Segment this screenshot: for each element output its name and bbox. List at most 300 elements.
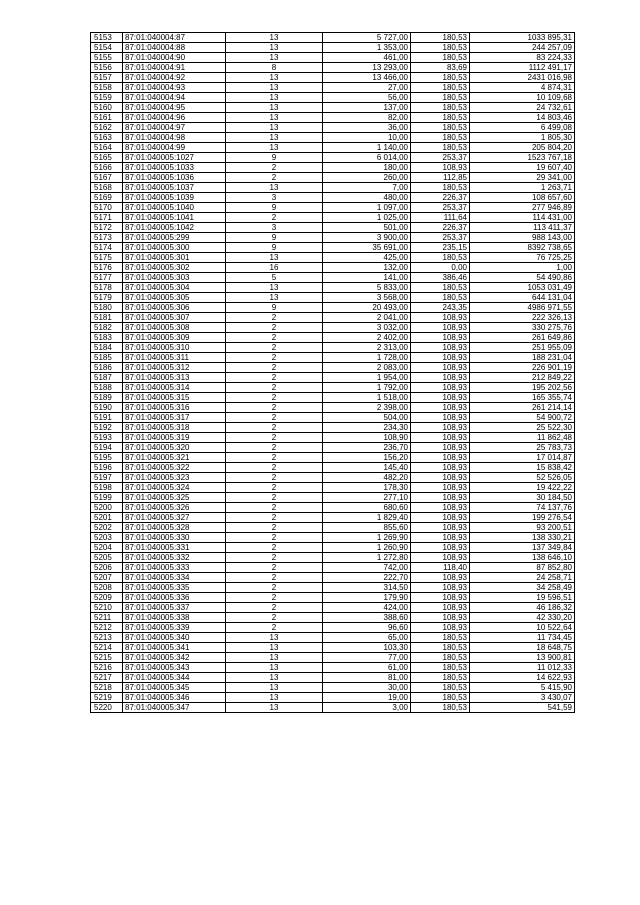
cadastral-value-cell: 3 430,07 bbox=[470, 693, 575, 703]
cadastral-number-cell: 87:01:040005:302 bbox=[123, 263, 226, 273]
cadastral-value-cell: 93 200,51 bbox=[470, 523, 575, 533]
area-cell: 1 272,80 bbox=[323, 553, 411, 563]
table-row bbox=[91, 123, 575, 133]
rate-cell: 180,53 bbox=[411, 253, 470, 263]
table-row bbox=[91, 533, 575, 543]
cadastral-number-cell: 87:01:040005:313 bbox=[123, 373, 226, 383]
table-row bbox=[91, 663, 575, 673]
rate-cell: 118,40 bbox=[411, 563, 470, 573]
table-row bbox=[91, 463, 575, 473]
cadastral-value-cell: 6 499,08 bbox=[470, 123, 575, 133]
category-code-cell: 13 bbox=[226, 683, 323, 693]
cadastral-number-cell: 87:01:040004:91 bbox=[123, 63, 226, 73]
cadastral-value-cell: 244 257,09 bbox=[470, 43, 575, 53]
area-cell: 61,00 bbox=[323, 663, 411, 673]
cadastral-number-cell: 87:01:040004:97 bbox=[123, 123, 226, 133]
row-number-cell: 5156 bbox=[91, 63, 123, 73]
table-row bbox=[91, 213, 575, 223]
category-code-cell: 2 bbox=[226, 363, 323, 373]
cadastral-value-cell: 541,59 bbox=[470, 703, 575, 713]
row-number-cell: 5198 bbox=[91, 483, 123, 493]
cadastral-number-cell: 87:01:040005:316 bbox=[123, 403, 226, 413]
category-code-cell: 2 bbox=[226, 533, 323, 543]
row-number-cell: 5210 bbox=[91, 603, 123, 613]
row-number-cell: 5160 bbox=[91, 103, 123, 113]
rate-cell: 108,93 bbox=[411, 613, 470, 623]
category-code-cell: 2 bbox=[226, 313, 323, 323]
category-code-cell: 16 bbox=[226, 263, 323, 273]
cadastral-value-cell: 11 734,45 bbox=[470, 633, 575, 643]
row-number-cell: 5194 bbox=[91, 443, 123, 453]
cadastral-value-cell: 54 490,86 bbox=[470, 273, 575, 283]
cadastral-number-cell: 87:01:040005:344 bbox=[123, 673, 226, 683]
category-code-cell: 2 bbox=[226, 483, 323, 493]
cadastral-number-cell: 87:01:040005:320 bbox=[123, 443, 226, 453]
area-cell: 1 728,00 bbox=[323, 353, 411, 363]
row-number-cell: 5164 bbox=[91, 143, 123, 153]
table-row bbox=[91, 183, 575, 193]
cadastral-number-cell: 87:01:040005:337 bbox=[123, 603, 226, 613]
area-cell: 501,00 bbox=[323, 223, 411, 233]
table-row bbox=[91, 543, 575, 553]
cadastral-number-cell: 87:01:040004:90 bbox=[123, 53, 226, 63]
area-cell: 3 032,00 bbox=[323, 323, 411, 333]
cadastral-number-cell: 87:01:040005:330 bbox=[123, 533, 226, 543]
area-cell: 108,90 bbox=[323, 433, 411, 443]
cadastral-value-cell: 1 805,30 bbox=[470, 133, 575, 143]
table-row bbox=[91, 173, 575, 183]
rate-cell: 180,53 bbox=[411, 33, 470, 43]
cadastral-number-cell: 87:01:040004:95 bbox=[123, 103, 226, 113]
table-row bbox=[91, 693, 575, 703]
row-number-cell: 5196 bbox=[91, 463, 123, 473]
area-cell: 13 293,00 bbox=[323, 63, 411, 73]
cadastral-number-cell: 87:01:040005:331 bbox=[123, 543, 226, 553]
cadastral-number-cell: 87:01:040005:304 bbox=[123, 283, 226, 293]
rate-cell: 108,93 bbox=[411, 473, 470, 483]
cadastral-value-cell: 138 646,10 bbox=[470, 553, 575, 563]
cadastral-number-cell: 87:01:040004:88 bbox=[123, 43, 226, 53]
area-cell: 27,00 bbox=[323, 83, 411, 93]
cadastral-value-cell: 34 258,49 bbox=[470, 583, 575, 593]
cadastral-value-cell: 13 900,81 bbox=[470, 653, 575, 663]
category-code-cell: 2 bbox=[226, 393, 323, 403]
category-code-cell: 13 bbox=[226, 663, 323, 673]
category-code-cell: 13 bbox=[226, 123, 323, 133]
rate-cell: 243,35 bbox=[411, 303, 470, 313]
category-code-cell: 9 bbox=[226, 203, 323, 213]
rate-cell: 180,53 bbox=[411, 653, 470, 663]
category-code-cell: 2 bbox=[226, 553, 323, 563]
rate-cell: 108,93 bbox=[411, 583, 470, 593]
cadastral-value-cell: 11 012,33 bbox=[470, 663, 575, 673]
cadastral-number-cell: 87:01:040005:1033 bbox=[123, 163, 226, 173]
category-code-cell: 9 bbox=[226, 243, 323, 253]
table-row bbox=[91, 443, 575, 453]
rate-cell: 108,93 bbox=[411, 493, 470, 503]
category-code-cell: 13 bbox=[226, 643, 323, 653]
category-code-cell: 2 bbox=[226, 603, 323, 613]
area-cell: 132,00 bbox=[323, 263, 411, 273]
cadastral-value-cell: 108 657,60 bbox=[470, 193, 575, 203]
table-row bbox=[91, 313, 575, 323]
table-row bbox=[91, 553, 575, 563]
row-number-cell: 5219 bbox=[91, 693, 123, 703]
cadastral-value-cell: 1523 767,18 bbox=[470, 153, 575, 163]
category-code-cell: 3 bbox=[226, 223, 323, 233]
rate-cell: 180,53 bbox=[411, 183, 470, 193]
area-cell: 1 025,00 bbox=[323, 213, 411, 223]
cadastral-number-cell: 87:01:040005:333 bbox=[123, 563, 226, 573]
cadastral-number-cell: 87:01:040005:328 bbox=[123, 523, 226, 533]
row-number-cell: 5211 bbox=[91, 613, 123, 623]
cadastral-value-cell: 14 622,93 bbox=[470, 673, 575, 683]
cadastral-value-table bbox=[90, 32, 575, 713]
rate-cell: 108,93 bbox=[411, 593, 470, 603]
area-cell: 1 097,00 bbox=[323, 203, 411, 213]
cadastral-number-cell: 87:01:040005:322 bbox=[123, 463, 226, 473]
rate-cell: 83,69 bbox=[411, 63, 470, 73]
rate-cell: 108,93 bbox=[411, 623, 470, 633]
cadastral-number-cell: 87:01:040005:340 bbox=[123, 633, 226, 643]
table-row bbox=[91, 473, 575, 483]
category-code-cell: 13 bbox=[226, 93, 323, 103]
cadastral-value-cell: 18 648,75 bbox=[470, 643, 575, 653]
category-code-cell: 3 bbox=[226, 193, 323, 203]
row-number-cell: 5167 bbox=[91, 173, 123, 183]
category-code-cell: 9 bbox=[226, 303, 323, 313]
rate-cell: 108,93 bbox=[411, 503, 470, 513]
cadastral-number-cell: 87:01:040004:96 bbox=[123, 113, 226, 123]
cadastral-number-cell: 87:01:040005:306 bbox=[123, 303, 226, 313]
table-row bbox=[91, 143, 575, 153]
cadastral-value-cell: 226 901,19 bbox=[470, 363, 575, 373]
area-cell: 461,00 bbox=[323, 53, 411, 63]
category-code-cell: 2 bbox=[226, 413, 323, 423]
table-row bbox=[91, 113, 575, 123]
table-row bbox=[91, 293, 575, 303]
category-code-cell: 2 bbox=[226, 443, 323, 453]
table-row bbox=[91, 273, 575, 283]
cadastral-number-cell: 87:01:040005:1040 bbox=[123, 203, 226, 213]
area-cell: 77,00 bbox=[323, 653, 411, 663]
cadastral-number-cell: 87:01:040005:323 bbox=[123, 473, 226, 483]
area-cell: 3 900,00 bbox=[323, 233, 411, 243]
table-row bbox=[91, 653, 575, 663]
rate-cell: 226,37 bbox=[411, 223, 470, 233]
rate-cell: 111,64 bbox=[411, 213, 470, 223]
table-row bbox=[91, 153, 575, 163]
row-number-cell: 5153 bbox=[91, 33, 123, 43]
cadastral-number-cell: 87:01:040005:303 bbox=[123, 273, 226, 283]
rate-cell: 253,37 bbox=[411, 153, 470, 163]
cadastral-number-cell: 87:01:040005:314 bbox=[123, 383, 226, 393]
category-code-cell: 2 bbox=[226, 493, 323, 503]
row-number-cell: 5199 bbox=[91, 493, 123, 503]
row-number-cell: 5154 bbox=[91, 43, 123, 53]
area-cell: 2 313,00 bbox=[323, 343, 411, 353]
category-code-cell: 13 bbox=[226, 103, 323, 113]
category-code-cell: 13 bbox=[226, 633, 323, 643]
cadastral-number-cell: 87:01:040005:1042 bbox=[123, 223, 226, 233]
area-cell: 137,00 bbox=[323, 103, 411, 113]
area-cell: 424,00 bbox=[323, 603, 411, 613]
row-number-cell: 5192 bbox=[91, 423, 123, 433]
table-row bbox=[91, 93, 575, 103]
cadastral-value-cell: 87 852,80 bbox=[470, 563, 575, 573]
table-row bbox=[91, 483, 575, 493]
rate-cell: 108,93 bbox=[411, 513, 470, 523]
area-cell: 480,00 bbox=[323, 193, 411, 203]
table-row bbox=[91, 383, 575, 393]
rate-cell: 180,53 bbox=[411, 643, 470, 653]
rate-cell: 108,93 bbox=[411, 523, 470, 533]
row-number-cell: 5195 bbox=[91, 453, 123, 463]
area-cell: 36,00 bbox=[323, 123, 411, 133]
cadastral-number-cell: 87:01:040005:307 bbox=[123, 313, 226, 323]
cadastral-value-cell: 24 732,61 bbox=[470, 103, 575, 113]
row-number-cell: 5176 bbox=[91, 263, 123, 273]
table-row bbox=[91, 43, 575, 53]
category-code-cell: 5 bbox=[226, 273, 323, 283]
cadastral-value-cell: 1033 895,31 bbox=[470, 33, 575, 43]
cadastral-number-cell: 87:01:040005:1036 bbox=[123, 173, 226, 183]
table-row bbox=[91, 193, 575, 203]
category-code-cell: 2 bbox=[226, 453, 323, 463]
table-row bbox=[91, 453, 575, 463]
area-cell: 1 954,00 bbox=[323, 373, 411, 383]
category-code-cell: 2 bbox=[226, 613, 323, 623]
rate-cell: 180,53 bbox=[411, 53, 470, 63]
area-cell: 742,00 bbox=[323, 563, 411, 573]
row-number-cell: 5172 bbox=[91, 223, 123, 233]
area-cell: 2 398,00 bbox=[323, 403, 411, 413]
category-code-cell: 13 bbox=[226, 653, 323, 663]
table-row bbox=[91, 423, 575, 433]
category-code-cell: 2 bbox=[226, 583, 323, 593]
rate-cell: 108,93 bbox=[411, 403, 470, 413]
table-row bbox=[91, 623, 575, 633]
table-row bbox=[91, 53, 575, 63]
cadastral-value-cell: 1053 031,49 bbox=[470, 283, 575, 293]
cadastral-number-cell: 87:01:040005:341 bbox=[123, 643, 226, 653]
row-number-cell: 5205 bbox=[91, 553, 123, 563]
area-cell: 10,00 bbox=[323, 133, 411, 143]
category-code-cell: 2 bbox=[226, 333, 323, 343]
row-number-cell: 5171 bbox=[91, 213, 123, 223]
cadastral-value-cell: 988 143,00 bbox=[470, 233, 575, 243]
cadastral-value-cell: 261 649,86 bbox=[470, 333, 575, 343]
cadastral-number-cell: 87:01:040005:347 bbox=[123, 703, 226, 713]
row-number-cell: 5184 bbox=[91, 343, 123, 353]
cadastral-value-cell: 11 862,48 bbox=[470, 433, 575, 443]
cadastral-value-cell: 1,00 bbox=[470, 263, 575, 273]
table-row bbox=[91, 263, 575, 273]
rate-cell: 180,53 bbox=[411, 113, 470, 123]
cadastral-number-cell: 87:01:040005:338 bbox=[123, 613, 226, 623]
category-code-cell: 2 bbox=[226, 463, 323, 473]
row-number-cell: 5215 bbox=[91, 653, 123, 663]
row-number-cell: 5161 bbox=[91, 113, 123, 123]
area-cell: 260,00 bbox=[323, 173, 411, 183]
rate-cell: 108,93 bbox=[411, 433, 470, 443]
cadastral-value-cell: 25 522,30 bbox=[470, 423, 575, 433]
table-row bbox=[91, 353, 575, 363]
area-cell: 236,70 bbox=[323, 443, 411, 453]
cadastral-value-cell: 138 330,21 bbox=[470, 533, 575, 543]
cadastral-value-cell: 5 415,90 bbox=[470, 683, 575, 693]
area-cell: 3,00 bbox=[323, 703, 411, 713]
row-number-cell: 5202 bbox=[91, 523, 123, 533]
area-cell: 20 493,00 bbox=[323, 303, 411, 313]
rate-cell: 386,46 bbox=[411, 273, 470, 283]
category-code-cell: 2 bbox=[226, 423, 323, 433]
cadastral-number-cell: 87:01:040005:308 bbox=[123, 323, 226, 333]
area-cell: 425,00 bbox=[323, 253, 411, 263]
cadastral-number-cell: 87:01:040005:1041 bbox=[123, 213, 226, 223]
rate-cell: 180,53 bbox=[411, 703, 470, 713]
cadastral-value-cell: 114 431,00 bbox=[470, 213, 575, 223]
rate-cell: 253,37 bbox=[411, 203, 470, 213]
cadastral-number-cell: 87:01:040004:94 bbox=[123, 93, 226, 103]
rate-cell: 108,93 bbox=[411, 543, 470, 553]
category-code-cell: 13 bbox=[226, 703, 323, 713]
cadastral-number-cell: 87:01:040005:319 bbox=[123, 433, 226, 443]
area-cell: 1 829,40 bbox=[323, 513, 411, 523]
row-number-cell: 5190 bbox=[91, 403, 123, 413]
table-row bbox=[91, 73, 575, 83]
cadastral-number-cell: 87:01:040005:315 bbox=[123, 393, 226, 403]
rate-cell: 180,53 bbox=[411, 123, 470, 133]
row-number-cell: 5185 bbox=[91, 353, 123, 363]
cadastral-value-cell: 10 109,68 bbox=[470, 93, 575, 103]
category-code-cell: 13 bbox=[226, 43, 323, 53]
area-cell: 30,00 bbox=[323, 683, 411, 693]
table-row bbox=[91, 633, 575, 643]
area-cell: 1 353,00 bbox=[323, 43, 411, 53]
category-code-cell: 13 bbox=[226, 283, 323, 293]
category-code-cell: 13 bbox=[226, 253, 323, 263]
table-row bbox=[91, 163, 575, 173]
cadastral-value-cell: 83 224,33 bbox=[470, 53, 575, 63]
category-code-cell: 2 bbox=[226, 353, 323, 363]
row-number-cell: 5182 bbox=[91, 323, 123, 333]
area-cell: 2 083,00 bbox=[323, 363, 411, 373]
category-code-cell: 9 bbox=[226, 153, 323, 163]
area-cell: 2 041,00 bbox=[323, 313, 411, 323]
row-number-cell: 5180 bbox=[91, 303, 123, 313]
row-number-cell: 5173 bbox=[91, 233, 123, 243]
table-row bbox=[91, 133, 575, 143]
area-cell: 56,00 bbox=[323, 93, 411, 103]
category-code-cell: 2 bbox=[226, 593, 323, 603]
category-code-cell: 2 bbox=[226, 433, 323, 443]
area-cell: 178,30 bbox=[323, 483, 411, 493]
cadastral-number-cell: 87:01:040005:312 bbox=[123, 363, 226, 373]
area-cell: 222,70 bbox=[323, 573, 411, 583]
row-number-cell: 5209 bbox=[91, 593, 123, 603]
row-number-cell: 5201 bbox=[91, 513, 123, 523]
category-code-cell: 2 bbox=[226, 473, 323, 483]
cadastral-value-cell: 137 349,84 bbox=[470, 543, 575, 553]
table-row bbox=[91, 333, 575, 343]
cadastral-value-cell: 4 874,31 bbox=[470, 83, 575, 93]
cadastral-number-cell: 87:01:040005:325 bbox=[123, 493, 226, 503]
area-cell: 141,00 bbox=[323, 273, 411, 283]
category-code-cell: 13 bbox=[226, 83, 323, 93]
cadastral-value-cell: 42 330,20 bbox=[470, 613, 575, 623]
area-cell: 1 269,90 bbox=[323, 533, 411, 543]
area-cell: 2 402,00 bbox=[323, 333, 411, 343]
cadastral-value-cell: 29 341,00 bbox=[470, 173, 575, 183]
cadastral-number-cell: 87:01:040005:326 bbox=[123, 503, 226, 513]
area-cell: 1 140,00 bbox=[323, 143, 411, 153]
area-cell: 19,00 bbox=[323, 693, 411, 703]
row-number-cell: 5216 bbox=[91, 663, 123, 673]
rate-cell: 180,53 bbox=[411, 143, 470, 153]
area-cell: 96,60 bbox=[323, 623, 411, 633]
table-row bbox=[91, 363, 575, 373]
category-code-cell: 13 bbox=[226, 693, 323, 703]
cadastral-number-cell: 87:01:040004:98 bbox=[123, 133, 226, 143]
rate-cell: 108,93 bbox=[411, 453, 470, 463]
cadastral-value-cell: 25 783,73 bbox=[470, 443, 575, 453]
cadastral-value-cell: 76 725,25 bbox=[470, 253, 575, 263]
cadastral-value-cell: 277 946,89 bbox=[470, 203, 575, 213]
area-cell: 855,60 bbox=[323, 523, 411, 533]
cadastral-number-cell: 87:01:040005:305 bbox=[123, 293, 226, 303]
area-cell: 13 466,00 bbox=[323, 73, 411, 83]
cadastral-value-cell: 30 184,50 bbox=[470, 493, 575, 503]
cadastral-value-cell: 199 276,54 bbox=[470, 513, 575, 523]
cadastral-value-cell: 1 263,71 bbox=[470, 183, 575, 193]
row-number-cell: 5200 bbox=[91, 503, 123, 513]
row-number-cell: 5177 bbox=[91, 273, 123, 283]
row-number-cell: 5207 bbox=[91, 573, 123, 583]
area-cell: 180,00 bbox=[323, 163, 411, 173]
area-cell: 1 260,90 bbox=[323, 543, 411, 553]
table-row bbox=[91, 433, 575, 443]
cadastral-number-cell: 87:01:040005:299 bbox=[123, 233, 226, 243]
category-code-cell: 2 bbox=[226, 373, 323, 383]
cadastral-value-cell: 15 838,42 bbox=[470, 463, 575, 473]
table-row bbox=[91, 573, 575, 583]
row-number-cell: 5158 bbox=[91, 83, 123, 93]
category-code-cell: 2 bbox=[226, 563, 323, 573]
cadastral-value-cell: 2431 016,98 bbox=[470, 73, 575, 83]
category-code-cell: 2 bbox=[226, 523, 323, 533]
cadastral-value-cell: 24 258,71 bbox=[470, 573, 575, 583]
rate-cell: 108,93 bbox=[411, 423, 470, 433]
cadastral-number-cell: 87:01:040005:318 bbox=[123, 423, 226, 433]
row-number-cell: 5159 bbox=[91, 93, 123, 103]
category-code-cell: 2 bbox=[226, 163, 323, 173]
table-row bbox=[91, 223, 575, 233]
category-code-cell: 13 bbox=[226, 183, 323, 193]
rate-cell: 180,53 bbox=[411, 663, 470, 673]
category-code-cell: 13 bbox=[226, 73, 323, 83]
area-cell: 81,00 bbox=[323, 673, 411, 683]
cadastral-number-cell: 87:01:040005:335 bbox=[123, 583, 226, 593]
row-number-cell: 5169 bbox=[91, 193, 123, 203]
cadastral-number-cell: 87:01:040005:321 bbox=[123, 453, 226, 463]
category-code-cell: 2 bbox=[226, 403, 323, 413]
rate-cell: 108,93 bbox=[411, 343, 470, 353]
area-cell: 234,30 bbox=[323, 423, 411, 433]
row-number-cell: 5189 bbox=[91, 393, 123, 403]
cadastral-number-cell: 87:01:040004:92 bbox=[123, 73, 226, 83]
row-number-cell: 5183 bbox=[91, 333, 123, 343]
